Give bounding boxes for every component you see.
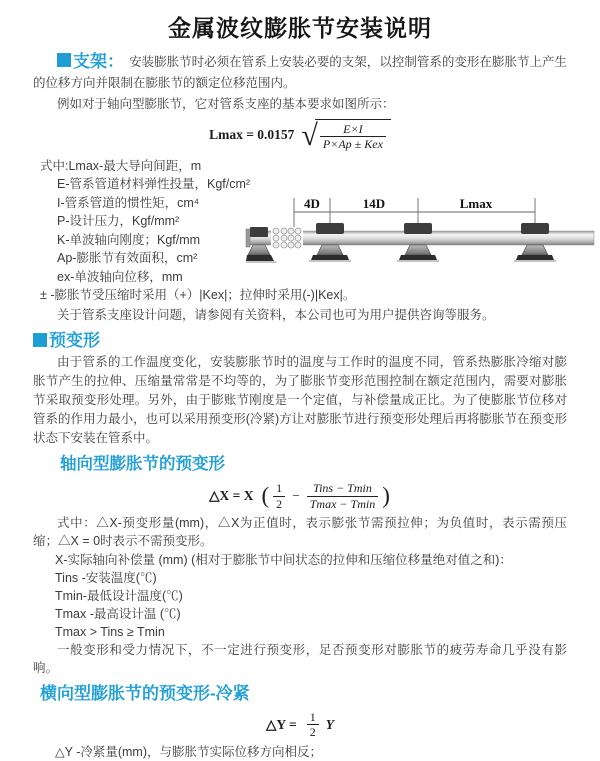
dimension-label-14d: 14D bbox=[362, 196, 386, 211]
definition-line: ex-单波轴向位移，mm bbox=[57, 269, 183, 284]
pipe-support-diagram-svg bbox=[246, 190, 598, 275]
lateral-formula-note: △Y -冷紧量(mm)，与膨胀节实际位移方向相反； bbox=[55, 744, 323, 759]
axial-subsection-heading: 轴向型膨胀节的预变形 bbox=[60, 455, 225, 474]
axial-parameter-list bbox=[55, 551, 567, 641]
support-example-line: 例如对于轴向型膨胀节，它对管系支座的基本要求如图所示： bbox=[57, 97, 395, 111]
axial-formula-note: 式中：△X-预变形量(mm)，△X为正值时，表示膨张节需预拉伸；为负值时，表示需预压缩；△X = 0时表示不需预变形。 bbox=[33, 516, 567, 549]
sqrt-body bbox=[315, 119, 391, 152]
axial-closing-line: 一般变形和受力情况下，不一定进行预变形，足否预变形对膨胀节的疲劳寿命几乎没有影响。 bbox=[33, 643, 567, 676]
lmax-fraction-denominator: P×Ap ± Kex bbox=[320, 136, 386, 151]
section-marker-square bbox=[57, 53, 71, 67]
half-fraction bbox=[273, 481, 285, 511]
close-paren: ) bbox=[382, 482, 390, 508]
support-section-heading: 支架： bbox=[73, 52, 125, 71]
dy-formula-rhs: Y bbox=[325, 716, 334, 732]
page-title: 金属波纹膨胀节安装说明 bbox=[168, 15, 432, 41]
axial-predeform-formula bbox=[0, 481, 600, 511]
dimension-label-4d: 4D bbox=[304, 196, 320, 211]
predeform-section-heading-row bbox=[33, 330, 600, 352]
lmax-fraction-numerator: E×I bbox=[343, 122, 363, 136]
definition-line: I-管系管道的惯性矩，cm⁴ bbox=[57, 195, 200, 210]
dx-formula-lhs: △X = X bbox=[209, 488, 254, 504]
pipe-end-flange bbox=[246, 229, 250, 247]
dy-formula-lhs: △Y = bbox=[266, 716, 297, 732]
open-paren: ( bbox=[261, 482, 270, 508]
half-fraction bbox=[307, 710, 319, 740]
half-fraction-numerator: 1 bbox=[309, 710, 316, 725]
temperature-fraction-numerator: Tins − Tmin bbox=[313, 481, 372, 496]
half-fraction-denominator: 2 bbox=[273, 496, 285, 511]
lmax-formula-lhs: Lmax = 0.0157 bbox=[209, 127, 295, 143]
lateral-subsection-heading: 横向型膨胀节的预变形-冷紧 bbox=[40, 684, 250, 704]
lateral-predeform-formula bbox=[0, 710, 600, 740]
temperature-fraction-denominator: Tmax − Tmin bbox=[307, 496, 378, 511]
predeform-section-heading: 预变形 bbox=[49, 331, 100, 351]
definition-line: K-单波轴向刚度；Kgf/mm bbox=[57, 232, 201, 247]
parameter-line: Tmax > Tins ≥ Tmin bbox=[55, 625, 165, 640]
bellows bbox=[271, 227, 303, 249]
definition-line: 关于管系支座设计问题，请参阅有关资料，本公司也可为用户提供咨询等服务。 bbox=[57, 307, 495, 322]
definition-line: P-设计压力，Kgf/mm² bbox=[57, 214, 180, 229]
predeform-body-paragraph: 由于管系的工作温度变化，安装膨胀节时的温度与工作时的温度不同，管系热膨胀冷缩对膨胀节产生的拉伸、压缩量常常是不均等的，为了膨胀节变形范围控制在额定范围内，需要对膨胀节采取预变形处理。另外，由于膨账节刚度是一个定值，与补偿量成正比。为了使膨胀节位移对管系的作用力最小，也可以采用预变形(冷紧)方让对膨胀节进行预变形处理后再将膨胀节在预变形状态下安装在管系中。 bbox=[33, 355, 567, 446]
definition-line: 式中:Lmax-最大导向间距，m bbox=[40, 158, 202, 173]
temperature-fraction bbox=[307, 481, 378, 511]
lmax-fraction bbox=[320, 122, 386, 152]
parameter-line: Tmax -最高设计温 (℃) bbox=[55, 607, 181, 622]
support-intro-text: 安装膨胀节时必须在管系上安装必要的支架，以控制管系的变形在膨胀节上产生的位移方向并限制在膨胀节的额定位移范围内。 bbox=[33, 55, 567, 90]
parameter-line: Tmin-最低设计温度(℃) bbox=[55, 589, 183, 604]
support-intro-paragraph bbox=[33, 51, 567, 94]
definition-line: ± -膨胀节受压缩时采用（+）|Kex|；拉伸时采用(-)|Kex|。 bbox=[40, 288, 356, 303]
half-fraction-denominator: 2 bbox=[307, 724, 319, 739]
minus-operator: − bbox=[292, 488, 300, 504]
half-fraction-numerator: 1 bbox=[276, 481, 283, 496]
lmax-formula: Lmax = 0.0157 √ $\frac{E\times I}{\text{P×Ap ± Kex}}$ bbox=[0, 119, 600, 152]
definition-line: E-管系管道材料弹性投量，Kgf/cm² bbox=[57, 177, 251, 192]
pipe-support-diagram bbox=[246, 190, 598, 275]
section-marker-square bbox=[33, 333, 47, 347]
dimension-label-lmax: Lmax bbox=[459, 196, 493, 211]
parameter-line: X-实际轴向补偿量 (mm) (相对于膨胀节中间状态的拉伸和压缩位移量绝对值之和)： bbox=[55, 553, 512, 568]
definition-line: Ap-膨胀节有效面积，cm² bbox=[57, 251, 198, 266]
parameter-line: Tins -安装温度(℃) bbox=[55, 571, 157, 586]
